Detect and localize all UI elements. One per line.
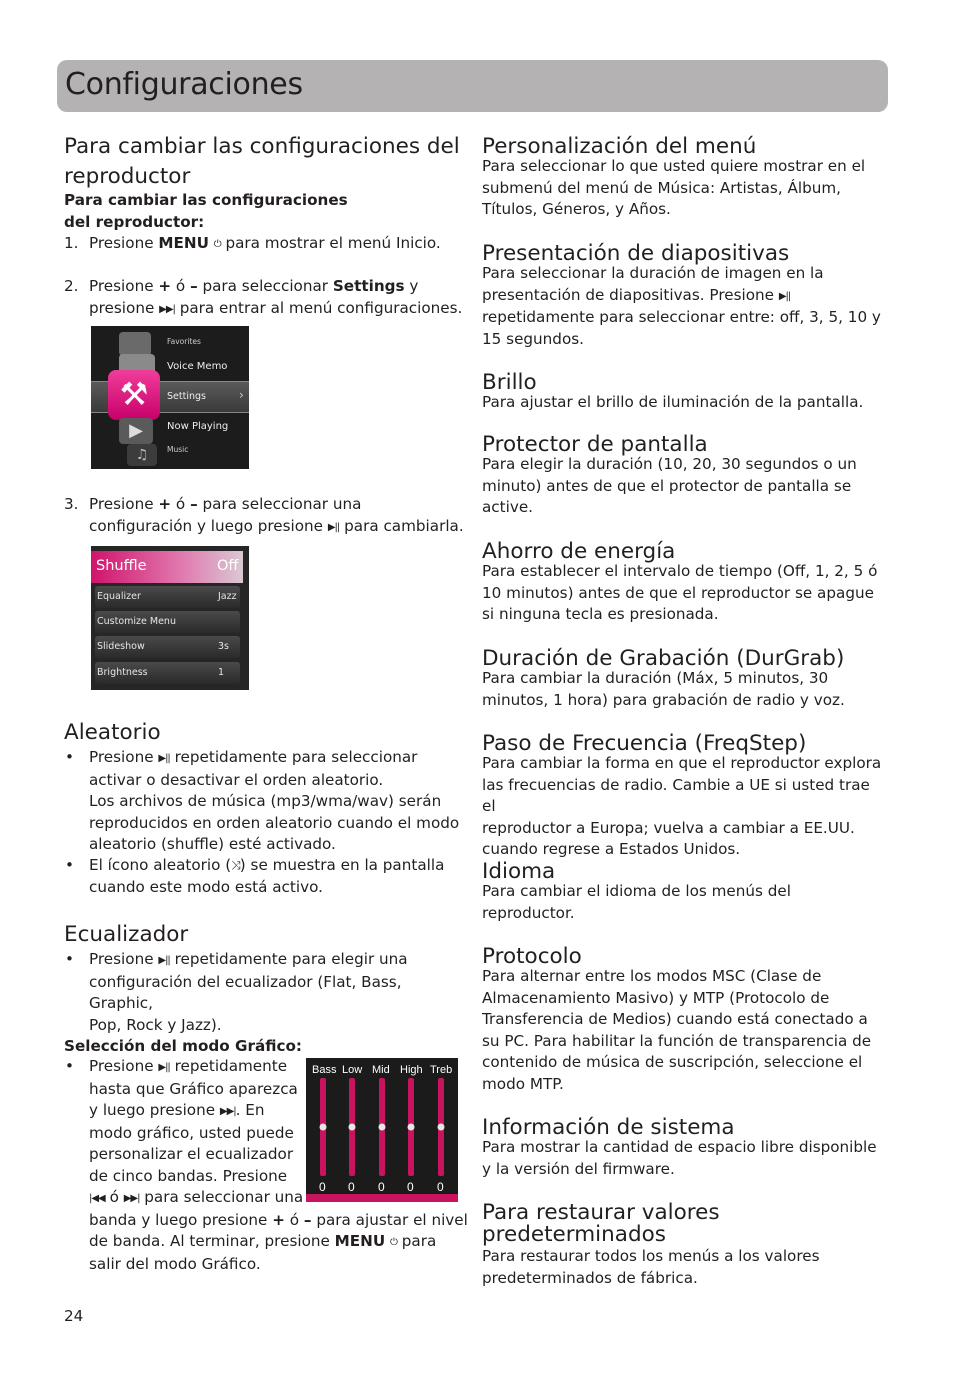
- al-text-f: aleatorio (shuffle) esté activado.: [89, 835, 336, 853]
- settings-row-equalizer: [95, 586, 240, 608]
- play-pause-icon: ▶||: [158, 1062, 170, 1073]
- eq-slider-knob: [320, 1124, 327, 1131]
- body-line: modo MTP.: [482, 1074, 564, 1093]
- menu-key: MENU: [158, 234, 209, 252]
- right-section: [482, 368, 882, 414]
- section-heading: Protector de pantalla: [482, 432, 708, 457]
- gr-text: de banda. Al terminar, presione: [89, 1232, 335, 1250]
- section-heading: Paso de Frecuencia (FreqStep): [482, 731, 807, 756]
- minus-key: –: [303, 1210, 312, 1229]
- menu-key: MENU: [334, 1232, 386, 1250]
- body-line: Títulos, Géneros, y Años.: [482, 200, 671, 218]
- gr-text: para: [396, 1232, 437, 1250]
- eq-value-label: 0: [407, 1180, 414, 1194]
- page-title: Configuraciones: [65, 67, 303, 102]
- menu-item-music: Music: [167, 445, 189, 454]
- section-body: [482, 668, 882, 711]
- gr-text: Presione: [89, 1057, 159, 1075]
- gr-text: salir del modo Gráfico.: [89, 1254, 261, 1273]
- body-line: 10 minutos) antes de que el reproductor se apague: [482, 583, 874, 602]
- plus-key: +: [158, 277, 172, 295]
- step-2-number: 2.: [64, 277, 79, 295]
- aleatorio-bullet-1: [65, 747, 469, 856]
- step-3-text-d: configuración y luego presione: [89, 516, 328, 535]
- right-section: [482, 1198, 882, 1289]
- section-heading: Información de sistema: [482, 1115, 735, 1140]
- shuffle-icon: ⤨: [231, 858, 240, 872]
- bullet: •: [65, 950, 74, 968]
- body-line: Para cambiar el idioma de los menús del: [482, 882, 791, 900]
- step-3-number: 3.: [64, 495, 79, 513]
- row-value: Jazz: [218, 591, 237, 602]
- body-line: Para seleccionar la duración de imagen en la: [482, 264, 824, 282]
- al-text-e: reproducidos en orden aleatorio cuando el modo: [89, 813, 460, 832]
- shuffle-value: Off: [217, 558, 239, 574]
- bullet: •: [65, 856, 74, 874]
- menu-item-settings: Settings: [167, 391, 206, 402]
- right-section: [482, 644, 882, 711]
- section-body: [482, 392, 882, 414]
- al2-text-c: cuando este modo está activo.: [89, 877, 323, 896]
- section-body: [482, 156, 882, 221]
- body-line: reproductor a Europa; vuelva a cambiar a EE.UU.: [482, 818, 855, 837]
- body-line: Para ajustar el brillo de iluminación de la pantalla.: [482, 393, 864, 411]
- section-heading: Ahorro de energía: [482, 539, 676, 564]
- section-heading: Protocolo: [482, 944, 582, 969]
- eq-slider-knob: [349, 1124, 356, 1131]
- ecualizador-bullet: [65, 949, 469, 1036]
- settings-word: Settings: [332, 277, 405, 295]
- section-body: [482, 1246, 882, 1289]
- section-body: [482, 561, 882, 626]
- body-line: Almacenamiento Masivo) y MTP (Protocolo de: [482, 988, 830, 1007]
- previous-track-icon: |◀◀: [89, 1193, 105, 1204]
- section-heading: Para restaurar valores: [482, 1200, 720, 1225]
- body-line: si ninguna tecla es presionada.: [482, 605, 719, 623]
- step-2-text-e: presione: [89, 298, 160, 317]
- body-line: Para cambiar la forma en que el reproductor explora: [482, 754, 882, 772]
- step-1: [89, 233, 469, 256]
- right-section: [482, 942, 882, 1095]
- al2-text-b: ) se muestra en la pantalla: [239, 856, 445, 874]
- bullet: •: [65, 1057, 74, 1075]
- menu-item-voice-memo: Voice Memo: [167, 361, 228, 372]
- eq-band-label: Bass: [312, 1064, 337, 1076]
- ec-text-b: repetidamente para elegir una: [169, 950, 408, 968]
- step-1-text-b: para mostrar el menú Inicio.: [220, 234, 441, 252]
- body-line: presentación de diapositivas. Presione: [482, 285, 779, 304]
- power-icon: ⏻: [213, 239, 221, 250]
- al2-text-a: El ícono aleatorio (: [89, 856, 232, 874]
- body-line: submenú del menú de Música: Artistas, Álbum,: [482, 178, 841, 197]
- next-track-icon: ▶▶|: [159, 303, 175, 315]
- step-2-text-a: Presione: [89, 277, 159, 295]
- heading-grafico: Selección del modo Gráfico:: [64, 1037, 302, 1055]
- body-line: contenido de música de suscripción, seleccione el: [482, 1053, 863, 1071]
- row-label: Brightness: [97, 667, 148, 678]
- body-line: Para cambiar la duración (Máx, 5 minutos, 30: [482, 669, 829, 687]
- hammer-icon: ⚒: [108, 370, 160, 420]
- gr-text: ó: [284, 1210, 304, 1229]
- step-1-number: 1.: [64, 234, 79, 252]
- eq-band-label: Low: [342, 1064, 363, 1076]
- play-pause-icon: ▶||: [158, 753, 170, 764]
- minus-key: –: [190, 495, 198, 513]
- al-text-c: activar o desactivar el orden aleatorio.: [89, 770, 384, 789]
- menu-item-favorites: Favorites: [167, 337, 201, 346]
- section-body: [482, 881, 882, 924]
- right-section: [482, 132, 882, 221]
- chevron-right-icon: ›: [239, 388, 244, 402]
- heading-ecualizador-text: Ecualizador: [64, 922, 189, 947]
- right-section: [482, 857, 882, 924]
- eq-band-label: Mid: [372, 1064, 390, 1076]
- play-pause-icon: ▶||: [327, 521, 340, 533]
- right-section: [482, 1113, 882, 1180]
- right-section: [482, 430, 882, 519]
- body-line: Para establecer el intervalo de tiempo (Off, 1, 2, 5 ó: [482, 562, 878, 580]
- section-heading: Personalización del menú: [482, 134, 757, 159]
- play-pause-icon: ▶||: [778, 290, 791, 302]
- settings-row-customize-menu: [95, 611, 240, 633]
- step-3-text-a: Presione: [89, 495, 159, 513]
- section-heading: Idioma: [482, 859, 556, 884]
- eq-slider-knob: [408, 1124, 415, 1131]
- body-line: 15 segundos.: [482, 329, 584, 348]
- settings-row-brightness: [95, 662, 240, 684]
- al-text-b: repetidamente para seleccionar: [169, 748, 418, 766]
- section-body: [482, 454, 882, 519]
- shuffle-row: [91, 551, 243, 583]
- menu-screen: [91, 326, 249, 469]
- gr-text: ó: [104, 1188, 124, 1206]
- step-2-text-c: para seleccionar: [197, 277, 333, 295]
- gr-text: para seleccionar una: [139, 1188, 304, 1206]
- body-line: predeterminados de fábrica.: [482, 1268, 698, 1287]
- gr-text: hasta que Gráfico aparezca: [89, 1079, 298, 1098]
- heading-aleatorio: [64, 718, 161, 748]
- gr-text: banda y luego presione: [89, 1210, 273, 1229]
- section-heading: Presentación de diapositivas: [482, 241, 790, 266]
- body-line: Para elegir la duración (10, 20, 30 segundos o un: [482, 455, 857, 473]
- eq-value-label: 0: [437, 1180, 444, 1194]
- body-line: minutos, 1 hora) para grabación de radio y voz.: [482, 690, 845, 709]
- section-body: [482, 1137, 882, 1180]
- eq-screen: [306, 1058, 458, 1202]
- page-header-bar: [57, 60, 888, 112]
- bold-subheading-change: Para cambiar las configuraciones del reproductor:: [64, 191, 348, 231]
- heading-ecualizador: [64, 920, 188, 950]
- step-2-text-f: para entrar al menú configuraciones.: [174, 298, 463, 317]
- page-number: 24: [64, 1307, 84, 1325]
- next-track-icon: ▶▶|: [123, 1193, 140, 1204]
- plus-key: +: [272, 1210, 285, 1229]
- eq-band-label: Treb: [430, 1064, 453, 1076]
- plus-key: +: [158, 495, 172, 513]
- eq-band-label: High: [400, 1064, 423, 1076]
- step-3-text-c: para seleccionar una: [197, 495, 362, 513]
- row-label: Customize Menu: [97, 616, 176, 627]
- gr-text: modo gráfico, usted puede: [89, 1123, 294, 1142]
- body-line: su PC. Para habilitar la función de transparencia de: [482, 1031, 872, 1050]
- body-line: y la versión del firmware.: [482, 1159, 675, 1178]
- body-line: repetidamente para seleccionar entre: off, 3, 5, 10 y: [482, 308, 881, 326]
- right-section: [482, 239, 882, 350]
- section-heading-line-2: predeterminados: [482, 1222, 666, 1247]
- section-body: [482, 753, 882, 861]
- step-1-text-a: Presione: [89, 234, 159, 252]
- step-3-text-e: para cambiarla.: [339, 516, 464, 535]
- power-icon: ⏻: [390, 1237, 397, 1248]
- eq-value-label: 0: [378, 1180, 385, 1194]
- step-2-text-b: ó: [171, 277, 191, 295]
- gr-text: para ajustar el nivel: [311, 1210, 468, 1229]
- body-line: active.: [482, 498, 533, 516]
- step-2-text-d: y: [404, 277, 419, 295]
- section-body: [482, 966, 882, 1095]
- eq-slider-knob: [379, 1124, 386, 1131]
- left-column: [64, 132, 464, 192]
- row-label: Equalizer: [97, 591, 141, 602]
- ec-text-c: configuración del ecualizador (Flat, Bass, Graphic,: [89, 972, 402, 1012]
- ec-text-d: Pop, Rock y Jazz).: [89, 1015, 222, 1034]
- step-2: [89, 276, 469, 320]
- gr-text: y luego presione: [89, 1101, 220, 1119]
- body-line: Transferencia de Medios) cuando está conectado a: [482, 1010, 868, 1028]
- body-line: las frecuencias de radio. Cambie a UE si usted trae el: [482, 775, 870, 815]
- next-track-icon: ▶▶|: [219, 1106, 236, 1117]
- row-label: Slideshow: [97, 641, 145, 652]
- gr-text: de cinco bandas. Presione: [89, 1166, 288, 1185]
- eq-slider-knob: [438, 1124, 445, 1131]
- step-3-text-b: ó: [171, 495, 191, 513]
- heading-change-settings: Para cambiar las configuraciones del reproductor: [64, 134, 460, 189]
- body-line: cuando regrese a Estados Unidos.: [482, 840, 741, 858]
- body-line: Para restaurar todos los menús a los valores: [482, 1247, 820, 1265]
- step-3: [89, 494, 469, 538]
- now-playing-icon: ▶: [119, 418, 153, 444]
- shuffle-label: Shuffle: [96, 558, 147, 574]
- body-line: Para mostrar la cantidad de espacio libre disponible: [482, 1138, 877, 1156]
- row-value: 1: [218, 667, 225, 678]
- gr-text: repetidamente: [169, 1057, 288, 1075]
- favorites-icon: [119, 332, 151, 356]
- section-heading: Duración de Grabación (DurGrab): [482, 646, 845, 671]
- al-text-a: Presione: [89, 748, 159, 766]
- heading-aleatorio-text: Aleatorio: [64, 720, 161, 745]
- section-heading: Brillo: [482, 370, 537, 395]
- menu-item-now-playing: Now Playing: [167, 421, 229, 432]
- eq-graphic: [306, 1058, 458, 1202]
- ec-text-a: Presione: [89, 950, 159, 968]
- right-section: [482, 729, 882, 861]
- eq-value-label: 0: [348, 1180, 355, 1194]
- body-line: Para seleccionar lo que usted quiere mostrar en el: [482, 157, 866, 175]
- play-pause-icon: ▶||: [158, 955, 170, 966]
- music-icon: ♫: [127, 444, 157, 466]
- aleatorio-bullet-2: [65, 855, 469, 898]
- gr-text: . En: [235, 1101, 265, 1119]
- body-line: Para alternar entre los modos MSC (Clase de: [482, 967, 822, 985]
- right-section: [482, 537, 882, 626]
- settings-screen: [91, 546, 249, 690]
- settings-row-slideshow: [95, 636, 240, 658]
- al-text-d: Los archivos de música (mp3/wma/wav) serán: [89, 792, 442, 810]
- bullet: •: [65, 748, 74, 766]
- row-value: 3s: [218, 641, 229, 652]
- minus-key: –: [190, 277, 198, 295]
- body-line: minuto) antes de que el protector de pantalla se: [482, 476, 852, 495]
- gr-text: personalizar el ecualizador: [89, 1145, 294, 1163]
- eq-value-label: 0: [319, 1180, 326, 1194]
- body-line: reproductor.: [482, 903, 575, 922]
- section-body: [482, 263, 882, 350]
